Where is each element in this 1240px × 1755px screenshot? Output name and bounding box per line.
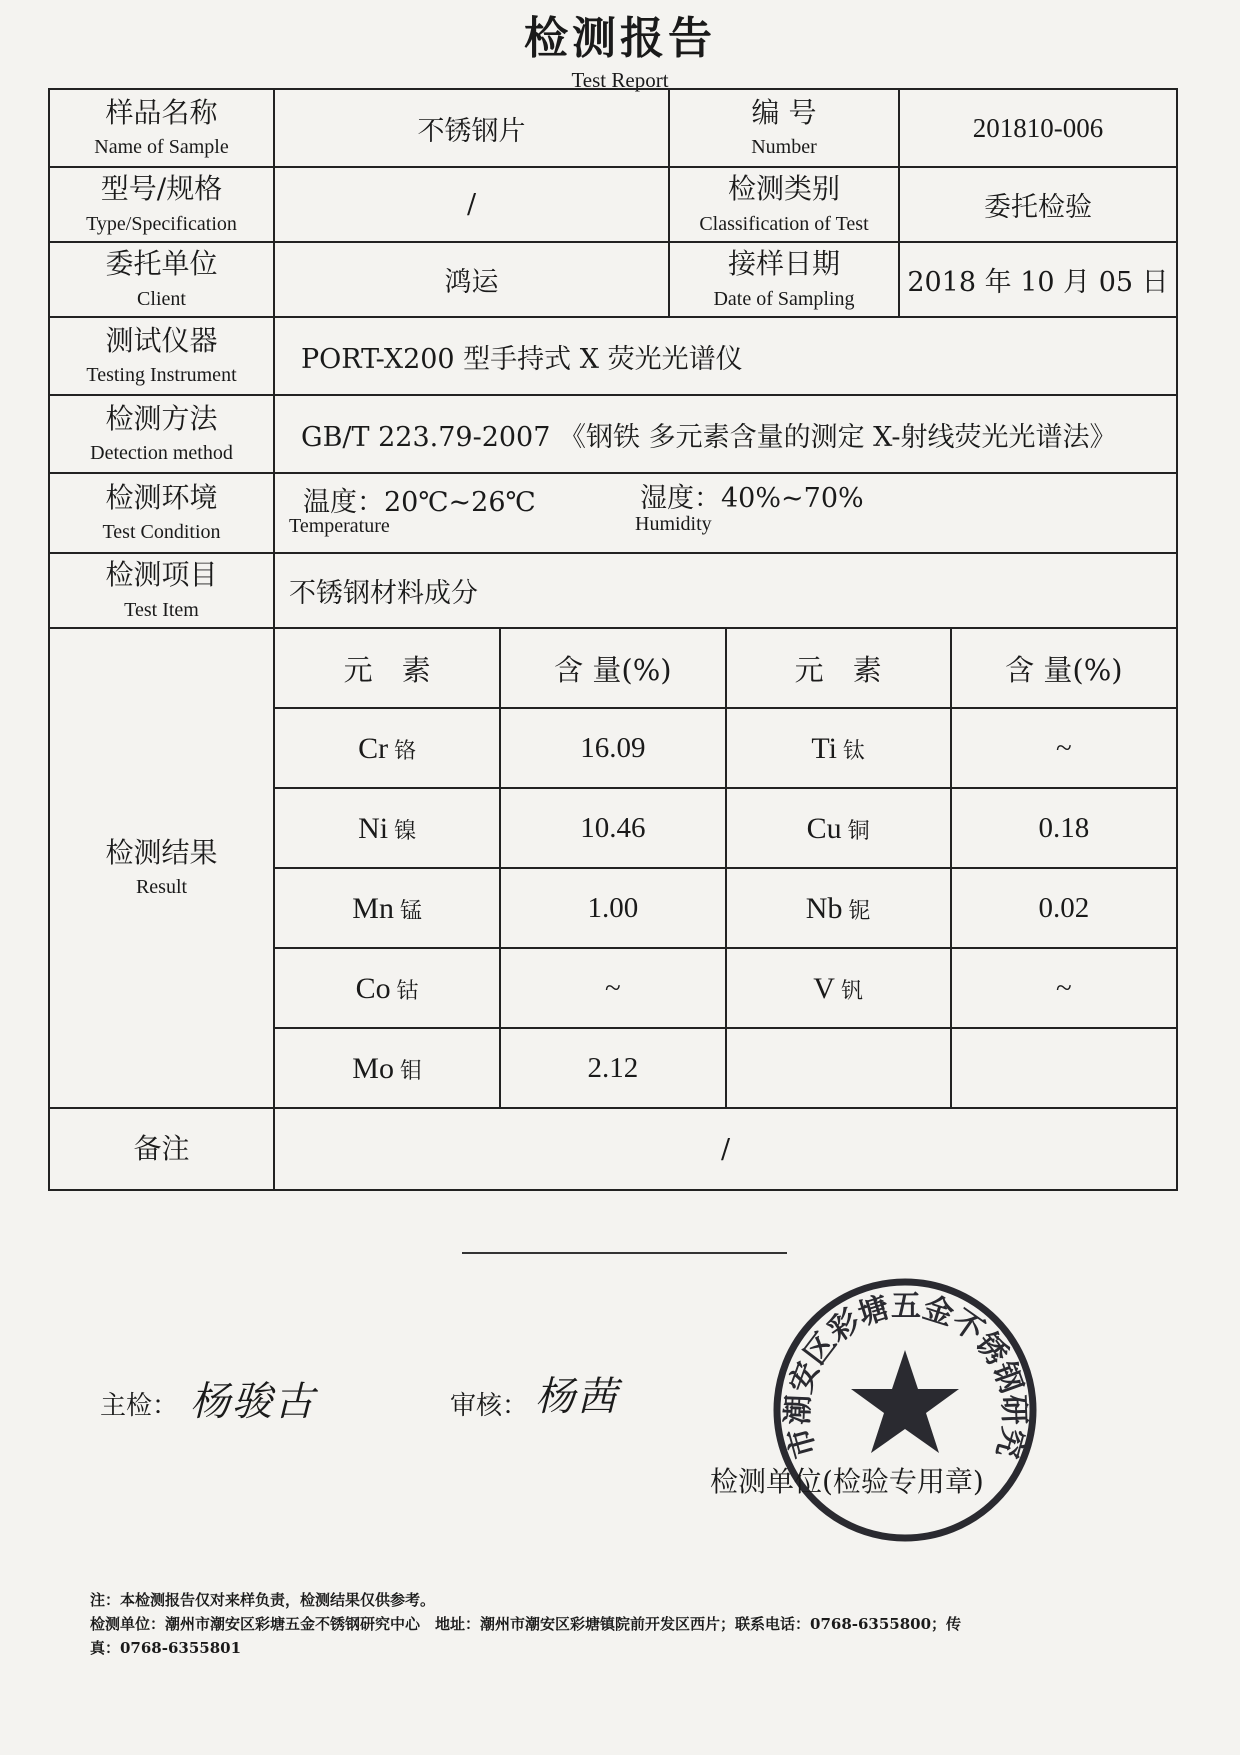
inspector-signature: 杨骏古 [190,1379,316,1425]
element-name-zh: 铬 [394,738,417,764]
condition-label: 检测环境 Test Condition [49,473,274,553]
element-cell [726,708,951,788]
report-title: 检测报告 [524,13,716,64]
element-name-zh: 镍 [394,818,417,844]
content-value: 0.02 [951,868,1176,948]
results-row [275,708,1176,788]
header-content-2: 含 量(%) [951,629,1176,708]
element-name-zh: 钛 [842,738,865,764]
results-header-row [275,629,1176,708]
footer [90,1588,1170,1660]
element-symbol: Ni [358,811,389,845]
element-symbol: Ti [811,731,837,765]
sample-name-value: 不锈钢片 [274,89,669,167]
number-label: 编 号 Number [669,89,899,167]
reviewer-signature: 杨茜 [535,1374,619,1420]
content-value: 10.46 [500,788,725,868]
classification-value: 委托检验 [899,167,1177,242]
official-seal [755,1265,1055,1559]
results-row [275,1028,1176,1107]
element-symbol: Mn [352,891,394,925]
element-cell [726,1028,951,1107]
sampling-date-value: 2018 年 10 月 05 日 [899,242,1177,317]
result-label: 检测结果 Result [49,628,274,1108]
method-label: 检测方法 Detection method [49,395,274,473]
content-value: 1.00 [500,868,725,948]
item-label: 检测项目 Test Item [49,553,274,628]
element-cell [275,708,500,788]
element-symbol: V [813,971,835,1005]
content-value: ~ [951,948,1176,1028]
footer-unit-line: 检测单位：潮州市潮安区彩塘五金不锈钢研究中心 地址：潮州市潮安区彩塘镇院前开发区西片；联系电话：0768-6355800；传 [90,1615,962,1633]
content-value: 2.12 [500,1028,725,1107]
type-spec-label: 型号/规格 Type/Specification [49,167,274,242]
humidity-value: 湿度：40%~70% [640,483,864,514]
result-grid [274,628,1177,1108]
row-type [49,167,1177,242]
item-value: 不锈钢材料成分 [274,553,1177,628]
condition-value [274,473,1177,553]
element-symbol: Cr [358,731,389,765]
results-row [275,788,1176,868]
row-remarks [49,1108,1177,1190]
content-value [951,1028,1176,1107]
results-row [275,868,1176,948]
element-cell [726,868,951,948]
remarks-label: 备注 [49,1108,274,1190]
type-spec-value: / [274,167,669,242]
row-sample [49,89,1177,167]
footer-fax-line: 真：0768-6355801 [90,1639,242,1657]
instrument-label: 测试仪器 Testing Instrument [49,317,274,395]
header-content-1: 含 量(%) [500,629,725,708]
element-name-zh: 铜 [847,818,870,844]
seal-caption: 检测单位(检验专用章) [710,1465,984,1498]
header-element-1: 元 素 [275,629,500,708]
row-client [49,242,1177,317]
signature-divider [462,1252,787,1254]
inspector-label: 主检： [100,1391,179,1421]
element-name-zh: 钴 [396,978,419,1004]
element-cell [275,788,500,868]
humidity-label-en: Humidity [635,513,712,535]
temperature-label-en: Temperature [289,515,390,537]
content-value: 16.09 [500,708,725,788]
row-method [49,395,1177,473]
element-cell [726,948,951,1028]
method-value: GB/T 223.79-2007 《钢铁 多元素含量的测定 X-射线荧光光谱法》 [274,395,1177,473]
client-value: 鸿运 [274,242,669,317]
results-table [275,629,1176,1107]
element-name-zh: 锰 [399,898,422,924]
element-symbol: Cu [806,811,842,845]
row-instrument [49,317,1177,395]
remarks-value: / [274,1108,1177,1190]
report-subtitle: Test Report [571,68,669,92]
element-cell [275,1028,500,1107]
classification-label: 检测类别 Classification of Test [669,167,899,242]
content-value: ~ [500,948,725,1028]
content-value: ~ [951,708,1176,788]
element-cell [275,948,500,1028]
element-name-zh: 钒 [840,978,863,1004]
element-cell [726,788,951,868]
footer-note: 注：本检测报告仅对来样负责，检测结果仅供参考。 [90,1591,436,1609]
instrument-value: PORT-X200 型手持式 X 荧光光谱仪 [274,317,1177,395]
svg-text:潮州市潮安区彩塘五金不锈钢研究中心: 市潮安区彩塘五金不锈钢研究 [780,1288,1032,1462]
seal-graphic [755,1265,1055,1555]
element-cell [275,868,500,948]
element-symbol: Nb [805,891,843,925]
sample-name-label: 样品名称 Name of Sample [49,89,274,167]
results-row [275,948,1176,1028]
row-result [49,628,1177,1108]
element-name-zh: 钼 [399,1058,422,1084]
row-condition [49,473,1177,553]
element-name-zh: 铌 [848,898,871,924]
client-label: 委托单位 Client [49,242,274,317]
element-symbol: Co [355,971,391,1005]
reviewer-label: 审核： [450,1391,529,1421]
temperature-value: 温度：20℃~26℃ [303,487,536,518]
element-symbol: Mo [352,1051,394,1085]
report-table [48,88,1178,1191]
content-value: 0.18 [951,788,1176,868]
sampling-date-label: 接样日期 Date of Sampling [669,242,899,317]
row-item [49,553,1177,628]
header-element-2: 元 素 [726,629,951,708]
number-value: 201810-006 [899,89,1177,167]
